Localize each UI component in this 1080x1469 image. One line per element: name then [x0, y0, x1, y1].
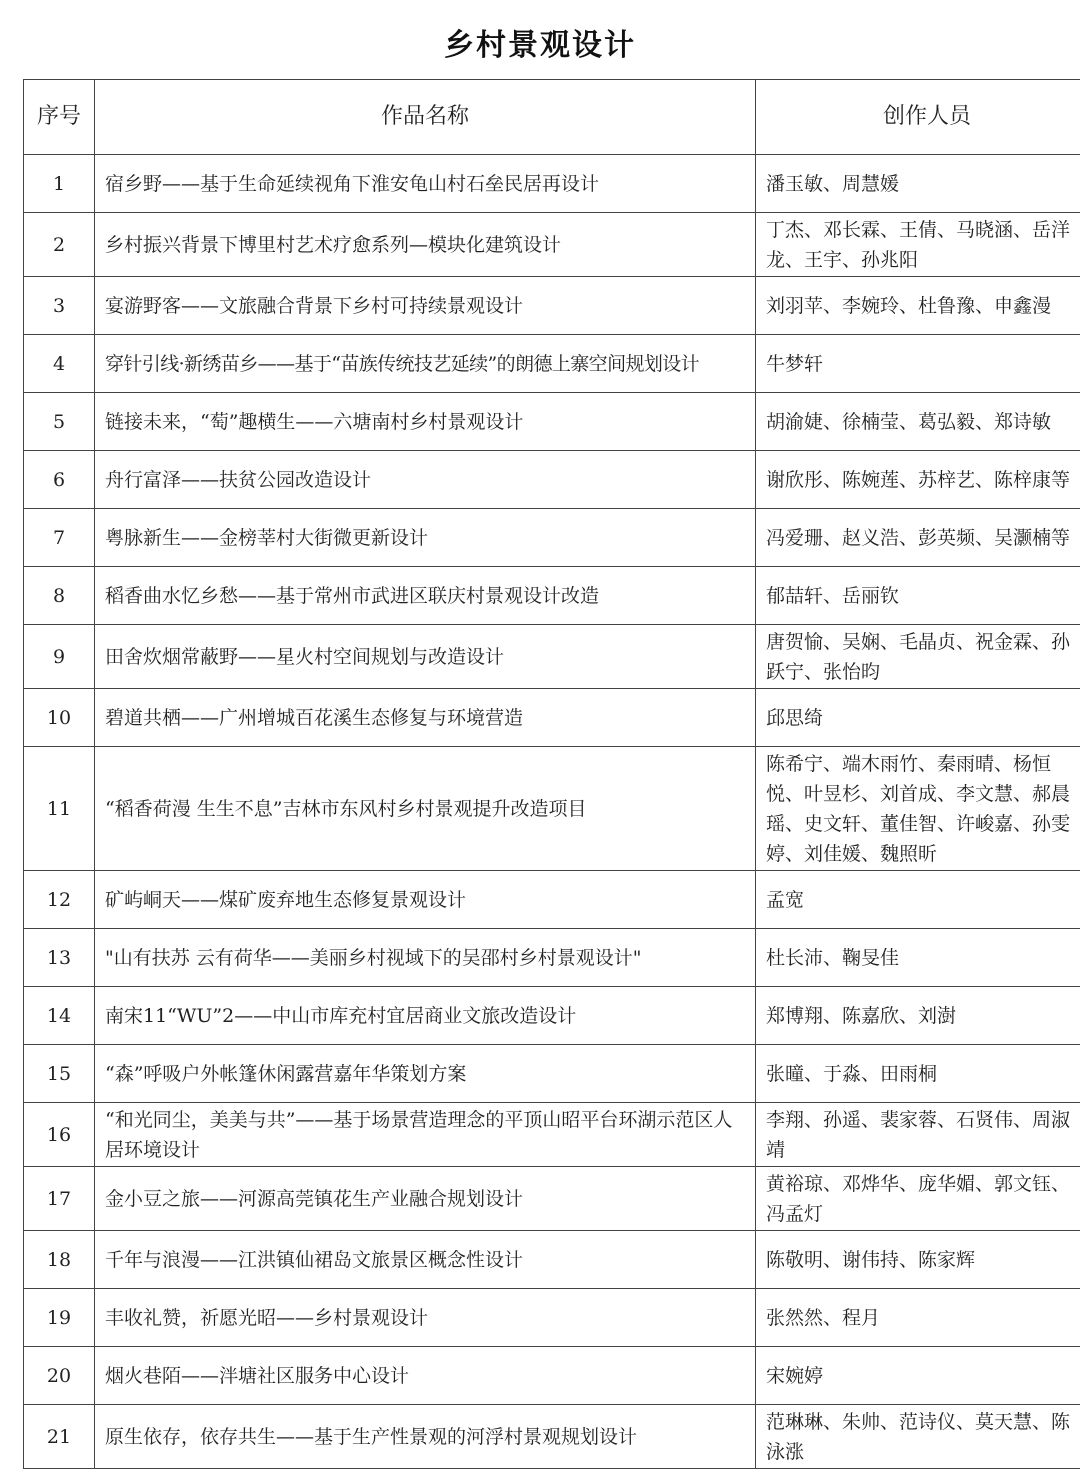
row-no: 2 — [24, 213, 95, 277]
row-no: 7 — [24, 509, 95, 567]
row-people: 陈敬明、谢伟持、陈家辉 — [756, 1231, 1080, 1289]
row-work: 南宋11“WU”2——中山市库充村宜居商业文旅改造设计 — [95, 987, 756, 1045]
table-row — [24, 1045, 1080, 1103]
row-work: “稻香荷漫 生生不息”吉林市东风村乡村景观提升改造项目 — [95, 747, 756, 871]
row-people: 潘玉敏、周慧媛 — [756, 155, 1080, 213]
row-work: 矿屿峒天——煤矿废弃地生态修复景观设计 — [95, 871, 756, 929]
table-row — [24, 213, 1080, 277]
header-work: 作品名称 — [95, 80, 756, 155]
row-people: 范琳琳、朱帅、范诗仪、莫天慧、陈泳涨 — [756, 1405, 1080, 1469]
table-row — [24, 393, 1080, 451]
row-people: 郁喆轩、岳丽钦 — [756, 567, 1080, 625]
row-work: 金小豆之旅——河源高莞镇花生产业融合规划设计 — [95, 1167, 756, 1231]
row-work: 乡村振兴背景下博里村艺术疗愈系列—模块化建筑设计 — [95, 213, 756, 277]
row-work: “森”呼吸户外帐篷休闲露营嘉年华策划方案 — [95, 1045, 756, 1103]
row-work: 宴游野客——文旅融合背景下乡村可持续景观设计 — [95, 277, 756, 335]
row-work: 舟行富泽——扶贫公园改造设计 — [95, 451, 756, 509]
row-no: 9 — [24, 625, 95, 689]
table-row — [24, 689, 1080, 747]
row-no: 1 — [24, 155, 95, 213]
table-header-row — [24, 80, 1080, 155]
works-table — [23, 79, 1080, 1469]
row-no: 16 — [24, 1103, 95, 1167]
row-no: 17 — [24, 1167, 95, 1231]
table-row — [24, 335, 1080, 393]
table-row — [24, 929, 1080, 987]
row-work: 千年与浪漫——江洪镇仙裙岛文旅景区概念性设计 — [95, 1231, 756, 1289]
table-row — [24, 155, 1080, 213]
table-row — [24, 1231, 1080, 1289]
row-no: 20 — [24, 1347, 95, 1405]
row-work: 稻香曲水忆乡愁——基于常州市武进区联庆村景观设计改造 — [95, 567, 756, 625]
row-no: 8 — [24, 567, 95, 625]
row-work: 丰收礼赞，祈愿光昭——乡村景观设计 — [95, 1289, 756, 1347]
table-row — [24, 1167, 1080, 1231]
row-people: 杜长沛、鞠旻佳 — [756, 929, 1080, 987]
row-people: 刘羽苹、李婉玲、杜鲁豫、申鑫漫 — [756, 277, 1080, 335]
table-row — [24, 1405, 1080, 1469]
row-work: 宿乡野——基于生命延续视角下淮安龟山村石垒民居再设计 — [95, 155, 756, 213]
row-people: 邱思绮 — [756, 689, 1080, 747]
row-people: 陈希宁、端木雨竹、秦雨晴、杨恒悦、叶昱杉、刘首成、李文慧、郝晨瑶、史文轩、董佳智、许峻嘉、孙雯婷、刘佳媛、魏照昕 — [756, 747, 1080, 871]
row-no: 5 — [24, 393, 95, 451]
table-row — [24, 1289, 1080, 1347]
table-row — [24, 1347, 1080, 1405]
row-people: 张曈、于淼、田雨桐 — [756, 1045, 1080, 1103]
header-no: 序号 — [24, 80, 95, 155]
row-no: 4 — [24, 335, 95, 393]
row-people: 丁杰、邓长霖、王倩、马晓涵、岳洋龙、王宇、孙兆阳 — [756, 213, 1080, 277]
row-people: 唐贺愉、吴娴、毛晶贞、祝金霖、孙跃宁、张怡昀 — [756, 625, 1080, 689]
row-work: 穿针引线·新绣苗乡——基于“苗族传统技艺延续”的朗德上寨空间规划设计 — [95, 335, 756, 393]
row-people: 牛梦轩 — [756, 335, 1080, 393]
row-no: 21 — [24, 1405, 95, 1469]
row-people: 李翔、孙遥、裴家蓉、石贤伟、周淑靖 — [756, 1103, 1080, 1167]
table-row — [24, 509, 1080, 567]
table-row — [24, 1103, 1080, 1167]
table-row — [24, 987, 1080, 1045]
row-people: 冯爱珊、赵义浩、彭英频、吴灏楠等 — [756, 509, 1080, 567]
row-people: 孟宽 — [756, 871, 1080, 929]
row-no: 6 — [24, 451, 95, 509]
row-people: 宋婉婷 — [756, 1347, 1080, 1405]
row-people: 张然然、程月 — [756, 1289, 1080, 1347]
row-no: 19 — [24, 1289, 95, 1347]
table-row — [24, 277, 1080, 335]
row-work: 烟火巷陌——泮塘社区服务中心设计 — [95, 1347, 756, 1405]
row-work: 原生依存，依存共生——基于生产性景观的河浮村景观规划设计 — [95, 1405, 756, 1469]
table-row — [24, 747, 1080, 871]
row-no: 3 — [24, 277, 95, 335]
table-row — [24, 567, 1080, 625]
row-work: 链接未来，“萄”趣横生——六塘南村乡村景观设计 — [95, 393, 756, 451]
table-row — [24, 451, 1080, 509]
row-no: 14 — [24, 987, 95, 1045]
row-no: 18 — [24, 1231, 95, 1289]
header-people: 创作人员 — [756, 80, 1080, 155]
row-work: 碧道共栖——广州增城百花溪生态修复与环境营造 — [95, 689, 756, 747]
row-people: 谢欣彤、陈婉莲、苏梓艺、陈梓康等 — [756, 451, 1080, 509]
row-no: 13 — [24, 929, 95, 987]
row-people: 黄裕琼、邓烨华、庞华媚、郭文钰、冯孟灯 — [756, 1167, 1080, 1231]
row-no: 15 — [24, 1045, 95, 1103]
row-no: 10 — [24, 689, 95, 747]
row-no: 11 — [24, 747, 95, 871]
row-work: 粤脉新生——金榜莘村大街微更新设计 — [95, 509, 756, 567]
table-row — [24, 625, 1080, 689]
row-people: 胡渝婕、徐楠莹、葛弘毅、郑诗敏 — [756, 393, 1080, 451]
table-row — [24, 871, 1080, 929]
row-work: "山有扶苏 云有荷华——美丽乡村视域下的吴邵村乡村景观设计" — [95, 929, 756, 987]
row-work: 田舍炊烟常蔽野——星火村空间规划与改造设计 — [95, 625, 756, 689]
page-title: 乡村景观设计 — [0, 20, 1080, 70]
row-work: “和光同尘，美美与共”——基于场景营造理念的平顶山昭平台环湖示范区人居环境设计 — [95, 1103, 756, 1167]
row-people: 郑博翔、陈嘉欣、刘澍 — [756, 987, 1080, 1045]
row-no: 12 — [24, 871, 95, 929]
